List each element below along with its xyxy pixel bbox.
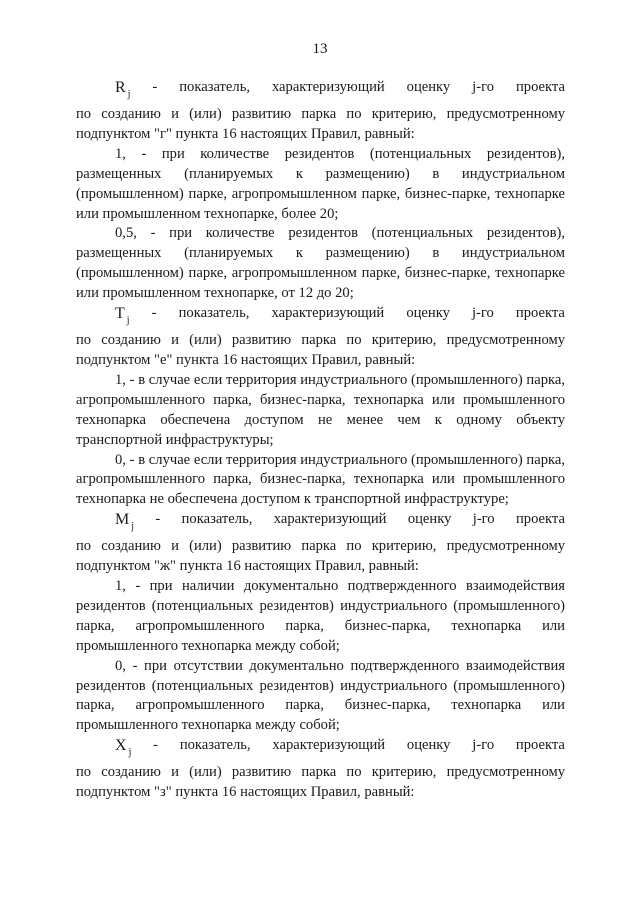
value-condition-paragraph: 1, - при наличии документально подтвержденного взаимодействия резидентов (потенциальных резидентов) индустриального (промышленного) парка, агропромышленного парка, бизнес-парка, технопарка или промышленного технопарка между собой; [76,578,565,654]
definition-word: - [151,305,157,322]
indicator-symbol-letter: T [115,305,125,323]
definition-word: проекта [515,511,565,528]
value-condition-paragraph: 0,5, - при количестве резидентов (потенциальных резидентов), размещенных (планируемых к размещению) в индустриальном (промышленном) парке, агропромышленном парке, бизнес-парке, технопарке или промышленном технопарке, от 12 до 20; [76,225,565,302]
definition-word: j-го [471,305,494,322]
indicator-symbol [115,736,131,763]
definition-word: характеризующий [272,737,386,754]
value-condition-paragraph: 0, - в случае если территория индустриального (промышленного) парка, агропромышленного парка, бизнес-парка, технопарка или промышленного технопарка не обеспечена доступом к транспортной инфраструктуре; [76,451,565,508]
definition-word: характеризующий [271,79,385,95]
definition-word: показатель, [179,737,251,754]
definition-word: проекта [515,737,565,754]
definition-word: оценку [407,511,452,528]
definition-word: оценку [406,79,451,95]
definition-word: оценку [406,737,451,754]
definition-continuation: по созданию и (или) развитию парка по критерию, предусмотренному подпунктом "з" пункта 16 настоящих Правил, равный: [76,764,565,801]
value-condition-paragraph: 0, - при отсутствии документально подтвержденного взаимодействия резидентов (потенциальных резидентов) индустриального (промышленного) парка, агропромышленного парка, бизнес-парка, технопарка или промышленного технопарка между собой; [76,657,565,734]
value-condition-paragraph: 1, - в случае если территория индустриального (промышленного) парка, агропромышленного парка, бизнес-парка, технопарка или промышленного технопарка обеспечена доступом не менее чем к одному объекту транспортной инфраструктуры; [76,371,565,448]
indicator-definition-line [76,78,565,105]
indicator-subscript: j [127,89,131,100]
value-condition-paragraph: 1, - при количестве резидентов (потенциальных резидентов), размещенных (планируемых к размещению) в индустриальном (промышленном) парке, агропромышленном парке, бизнес-парке, технопарке или промышленном технопарке, более 20; [76,145,565,222]
indicator-symbol [115,510,134,537]
definition-word: - [153,737,159,754]
indicator-symbol [115,78,130,105]
indicator-symbol-letter: M [115,511,130,529]
definition-word: показатель, [179,79,250,95]
page-number: 13 [312,41,328,57]
definition-word: - [152,79,158,95]
definition-continuation: по созданию и (или) развитию парка по критерию, предусмотренному подпунктом "ж" пункта 16 настоящих Правил, равный: [76,538,565,575]
indicator-definition-line [76,510,565,537]
indicator-subscript: j [131,521,135,533]
definition-word: показатель, [181,511,253,528]
definition-continuation: по созданию и (или) развитию парка по критерию, предусмотренному подпунктом "е" пункта 16 настоящих Правил, равный: [76,332,565,368]
definition-word: характеризующий [271,305,385,322]
definition-word: показатель, [178,305,250,322]
definition-word: j-го [472,737,495,754]
definition-continuation: по созданию и (или) развитию парка по критерию, предусмотренному подпунктом "г" пункта 16 настоящих Правил, равный: [76,106,565,142]
indicator-definition-line [76,736,565,763]
indicator-symbol [115,304,130,331]
definition-word: j-го [472,511,495,528]
indicator-symbol-letter: X [115,737,127,755]
definition-word: проекта [515,305,565,322]
indicator-definition-line [76,304,565,331]
indicator-symbol-letter: R [115,79,126,96]
definition-word: проекта [515,79,565,95]
indicator-subscript: j [128,747,132,759]
definition-word: оценку [406,305,450,322]
definition-word: - [155,511,161,528]
indicator-subscript: j [126,315,130,327]
definition-word: характеризующий [273,511,387,528]
document-body [76,78,565,803]
definition-word: j-го [472,79,495,95]
